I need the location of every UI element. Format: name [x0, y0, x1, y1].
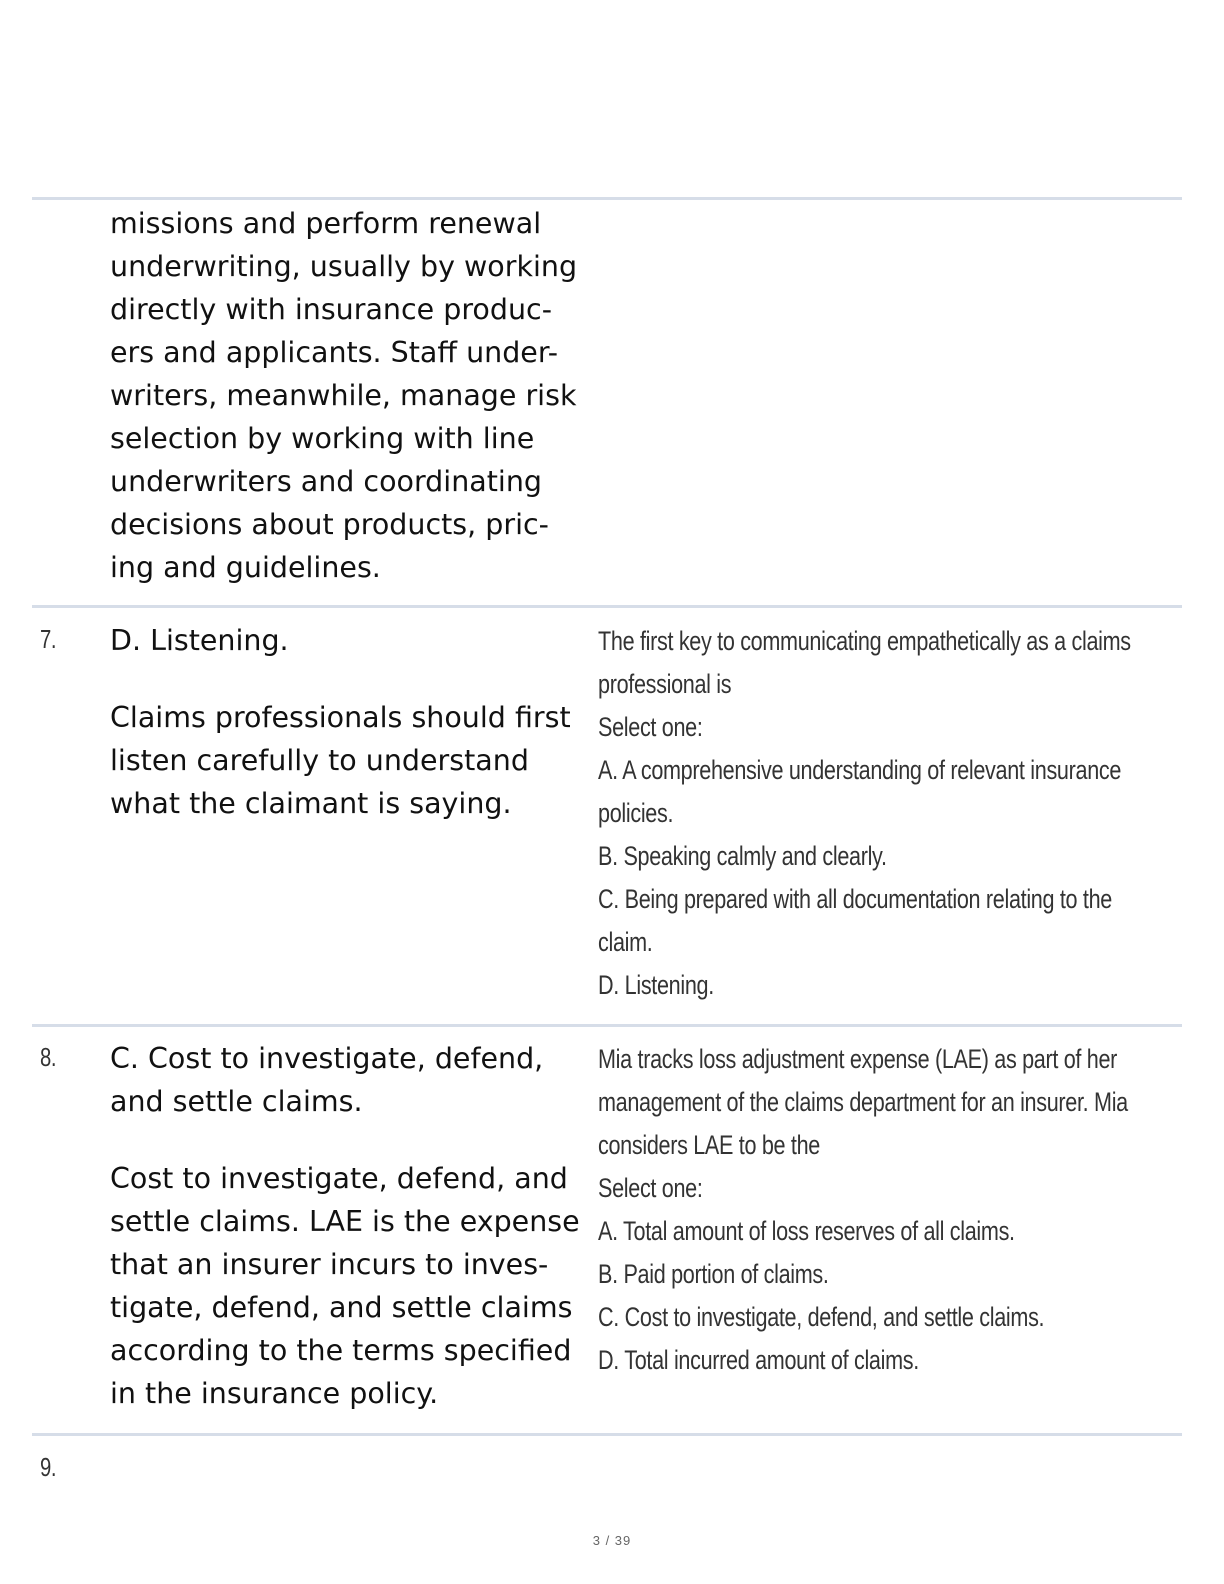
question-line: professional is	[598, 669, 732, 699]
question-cell-7	[598, 620, 1188, 1007]
option-d: D. Total incurred amount of claims.	[598, 1345, 919, 1375]
row-number-9: 9.	[40, 1452, 57, 1482]
answer-line: selection by working with line	[110, 422, 535, 455]
answer-line: ing and guidelines.	[110, 551, 381, 584]
row-divider-top	[32, 197, 1182, 200]
answer-line: Claims professionals should first	[110, 701, 571, 734]
question-line: Mia tracks loss adjustment expense (LAE) as part of her	[598, 1044, 1118, 1074]
answer-line: directly with insurance produc-	[110, 293, 552, 326]
question-cell-8	[598, 1038, 1188, 1382]
answer-title: D. Listening.	[110, 624, 289, 657]
answer-line: what the claimant is saying.	[110, 787, 512, 820]
select-one-label: Select one:	[598, 712, 703, 742]
question-line: management of the claims department for an insurer. Mia	[598, 1087, 1128, 1117]
option-c: C. Cost to investigate, defend, and settle claims.	[598, 1302, 1045, 1332]
row-divider-9	[32, 1433, 1182, 1436]
answer-line: writers, meanwhile, manage risk	[110, 379, 577, 412]
option-a-continued: policies.	[598, 798, 674, 828]
option-a: A. A comprehensive understanding of relevant insurance	[598, 755, 1122, 785]
answer-title: C. Cost to investigate, defend,	[110, 1042, 544, 1075]
answer-line: underwriters and coordinating	[110, 465, 542, 498]
option-d: D. Listening.	[598, 970, 714, 1000]
answer-title: and settle claims.	[110, 1085, 363, 1118]
row-number-7: 7.	[40, 624, 57, 654]
answer-line: tigate, defend, and settle claims	[110, 1291, 573, 1324]
option-b: B. Speaking calmly and clearly.	[598, 841, 887, 871]
row-number-8: 8.	[40, 1042, 57, 1072]
answer-line: according to the terms specified	[110, 1334, 572, 1367]
answer-line: settle claims. LAE is the expense	[110, 1205, 580, 1238]
answer-line: ers and applicants. Staff under-	[110, 336, 559, 369]
question-line: The first key to communicating empathetically as a claims	[598, 626, 1131, 656]
page-indicator: 3 / 39	[592, 1533, 632, 1548]
option-c: C. Being prepared with all documentation relating to the	[598, 884, 1113, 914]
answer-cell-8	[110, 1037, 600, 1415]
option-c-continued: claim.	[598, 927, 653, 957]
option-b: B. Paid portion of claims.	[598, 1259, 829, 1289]
answer-line: that an insurer incurs to inves-	[110, 1248, 549, 1281]
answer-cell-6-continued	[110, 202, 600, 589]
question-line: considers LAE to be the	[598, 1130, 820, 1160]
answer-line: Cost to investigate, defend, and	[110, 1162, 568, 1195]
row-divider-7	[32, 605, 1182, 608]
answer-line: listen carefully to understand	[110, 744, 529, 777]
answer-line: underwriting, usually by working	[110, 250, 578, 283]
select-one-label: Select one:	[598, 1173, 703, 1203]
answer-line: in the insurance policy.	[110, 1377, 439, 1410]
option-a: A. Total amount of loss reserves of all claims.	[598, 1216, 1015, 1246]
row-divider-8	[32, 1024, 1182, 1027]
answer-line: missions and perform renewal	[110, 207, 542, 240]
answer-line: decisions about products, pric-	[110, 508, 549, 541]
answer-cell-7	[110, 619, 600, 825]
